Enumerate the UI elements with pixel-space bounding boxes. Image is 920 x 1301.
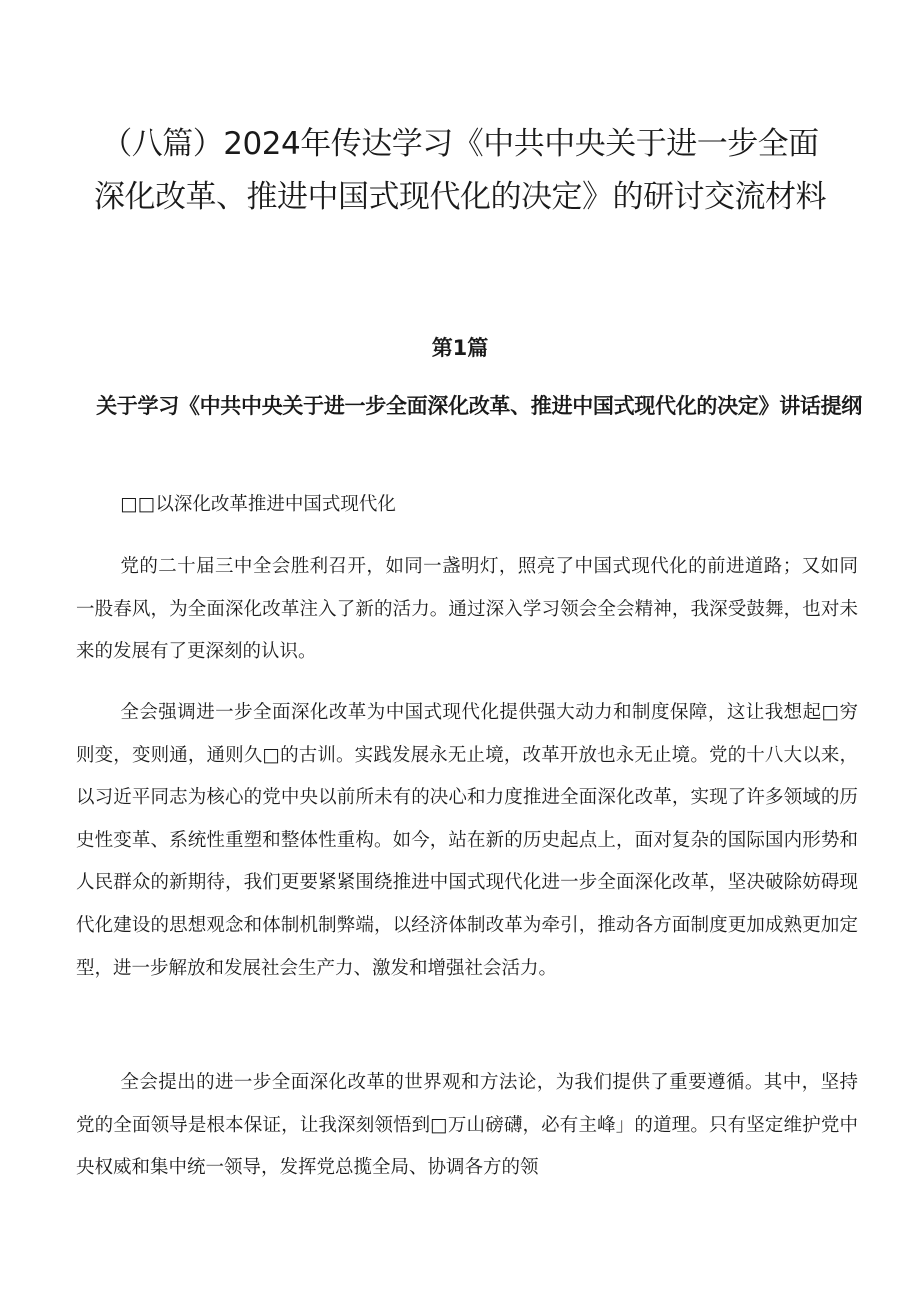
paragraph: 全会提出的进一步全面深化改革的世界观和方法论，为我们提供了重要遵循。其中，坚持党的全面领导是根本保证，让我深刻领悟到□万山磅礴，必有主峰」的道理。只有坚定维护党中央权威和集中统一领导，发挥党总揽全局、协调各方的领 — [76, 1072, 858, 1179]
paragraph: 党的二十届三中全会胜利召开，如同一盏明灯，照亮了中国式现代化的前进道路；又如同一股春风，为全面深化改革注入了新的活力。通过深入学习领会全会精神，我深受鼓舞，也对未来的发展有了更深刻的认识。 — [76, 556, 858, 663]
paragraph: 全会强调进一步全面深化改革为中国式现代化提供强大动力和制度保障，这让我想起□穷则变，变则通，通则久□的古训。实践发展永无止境，改革开放也永无止境。党的十八大以来，以习近平同志为核心的党中央以前所未有的决心和力度推进全面深化改革，实现了许多领域的历史性变革、系统性重塑和整体性重构。如今，站在新的历史起点上，面对复杂的国际国内形势和人民群众的新期待，我们更要紧紧围绕推进中国式现代化进一步全面深化改革，坚决破除妨碍现代化建设的思想观念和体制机制弊端，以经济体制改革为牵引，推动各方面制度更加成熟更加定型，进一步解放和发展社会生产力、激发和增强社会活力。 — [76, 702, 858, 979]
lead-line: □□以深化改革推进中国式现代化 — [120, 494, 396, 515]
document-title: （八篇）2024年传达学习《中共中央关于进一步全面深化改革、推进中国式现代化的决定》的研讨交流材料 — [94, 126, 826, 215]
section-subtitle: 关于学习《中共中央关于进一步全面深化改革、推进中国式现代化的决定》讲话提纲 — [96, 394, 862, 418]
section-heading: 第1篇 — [431, 336, 489, 360]
